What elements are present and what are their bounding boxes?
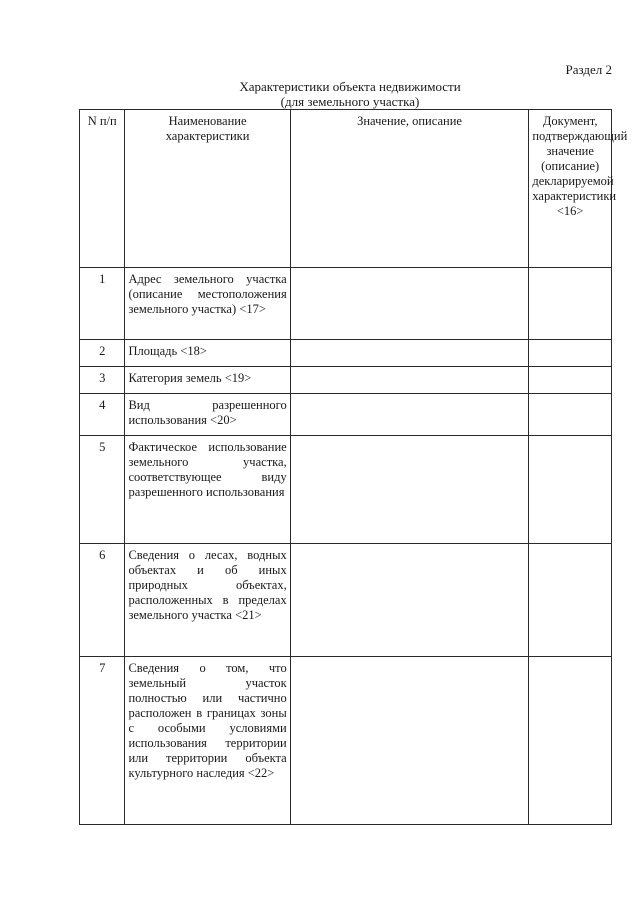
table-header-row xyxy=(80,110,612,268)
row-num: 7 xyxy=(80,657,125,825)
row-name: Фактическое использование земельного участка, соответствующее виду разрешенного использования xyxy=(125,436,290,544)
header-value: Значение, описание xyxy=(290,110,529,268)
row-name: Сведения о том, что земельный участок полностью или частично расположен в границах зоны с особыми условиями использования территории или территории объекта культурного наследия <22> xyxy=(125,657,290,825)
row-num: 2 xyxy=(80,340,125,367)
row-num: 1 xyxy=(80,268,125,340)
section-label: Раздел 2 xyxy=(565,62,612,77)
row-value xyxy=(290,436,529,544)
header-num: N п/п xyxy=(80,110,125,268)
document-title xyxy=(0,79,640,109)
row-value xyxy=(290,340,529,367)
row-value xyxy=(290,657,529,825)
row-value xyxy=(290,394,529,436)
row-name: Адрес земельного участка (описание местоположения земельного участка) <17> xyxy=(125,268,290,340)
row-doc xyxy=(529,436,612,544)
subtitle-text: (для земельного участка) xyxy=(280,94,420,109)
row-doc xyxy=(529,544,612,657)
row-num: 5 xyxy=(80,436,125,544)
row-doc xyxy=(529,367,612,394)
header-doc: Документ, подтверждающий значение (описание) декларируемой характеристики <16> xyxy=(529,110,612,268)
row-value xyxy=(290,367,529,394)
header-name: Наименование характеристики xyxy=(125,110,290,268)
row-doc xyxy=(529,657,612,825)
row-num: 6 xyxy=(80,544,125,657)
row-doc xyxy=(529,394,612,436)
row-value xyxy=(290,544,529,657)
row-value xyxy=(290,268,529,340)
row-name: Сведения о лесах, водных объектах и об иных природных объектах, расположенных в пределах земельного участка <21> xyxy=(125,544,290,657)
row-doc xyxy=(529,340,612,367)
row-name: Категория земель <19> xyxy=(125,367,290,394)
table-row xyxy=(80,340,612,367)
title-text: Характеристики объекта недвижимости xyxy=(239,79,461,94)
row-name: Вид разрешенного использования <20> xyxy=(125,394,290,436)
table-row xyxy=(80,436,612,544)
table-row xyxy=(80,657,612,825)
table-row xyxy=(80,268,612,340)
table-row xyxy=(80,544,612,657)
row-doc xyxy=(529,268,612,340)
row-name: Площадь <18> xyxy=(125,340,290,367)
characteristics-table xyxy=(79,109,628,825)
row-num: 4 xyxy=(80,394,125,436)
table-row xyxy=(80,367,612,394)
table-row xyxy=(80,394,612,436)
row-num: 3 xyxy=(80,367,125,394)
